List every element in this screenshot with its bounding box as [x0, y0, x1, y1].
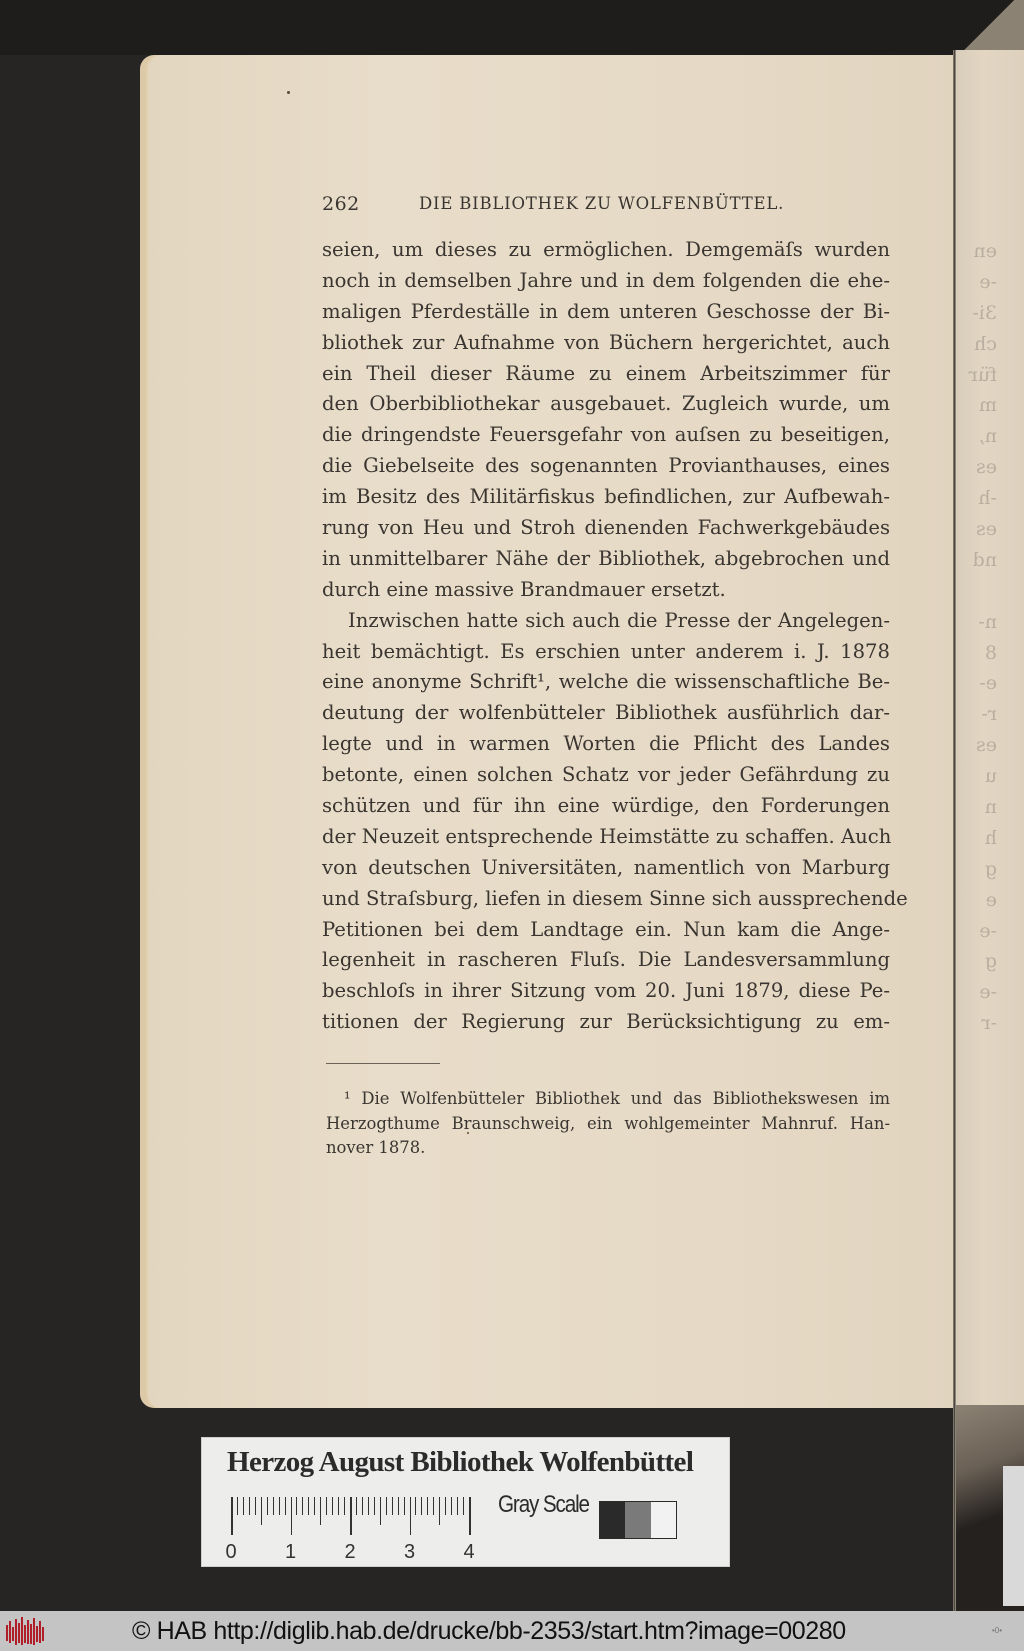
copyright-link[interactable]: © HAB http://diglib.hab.de/drucke/bb-2353/start.htm?image=00280 [132, 1617, 846, 1645]
running-head: DIE BIBLIOTHEK ZU WOLFENBÜTTEL. [419, 194, 785, 213]
bleed-through-fragment [957, 576, 997, 607]
bleed-through-fragment: e- [979, 672, 997, 695]
book-spine-gutter [953, 50, 956, 1611]
bleed-through-fragment: r- [981, 703, 997, 726]
gray-swatch [625, 1502, 650, 1538]
text-line: Petitionen bei dem Landtage ein. Nun kam die Ange- [322, 917, 890, 941]
bleed-through-fragment: -e [979, 270, 997, 293]
text-line: noch in demselben Jahre und in dem folgenden die ehe- [322, 268, 890, 292]
bleed-through-fragment: für [968, 363, 997, 386]
cm-ruler [225, 1497, 475, 1563]
bleed-through-fragment: ch [974, 332, 997, 355]
calibration-card [201, 1437, 730, 1567]
bleed-through-fragment: 3i- [972, 301, 997, 324]
ruler-tick [386, 1497, 387, 1515]
text-line: ein Theil dieser Räume zu einem Arbeitszimmer für [322, 361, 890, 385]
ruler-label: 2 [344, 1541, 356, 1563]
text-line: heit bemächtigt. Es erschien unter anderem i. J. 1878 [322, 639, 890, 663]
text-line: Inzwischen hatte sich auch die Presse der Angelegen- [348, 608, 890, 632]
text-line: beschloſs in ihrer Sitzung vom 20. Juni 1879, diese Pe- [322, 979, 890, 1003]
text-line: maligen Pferdeställe in dem unteren Geschosse der Bi- [322, 299, 890, 323]
ruler-tick [344, 1497, 345, 1515]
bleed-through-fragment: n [984, 796, 997, 819]
bleed-through-fragment: es [976, 518, 997, 541]
ruler-tick [237, 1497, 238, 1515]
facing-page-bleed-through-text [957, 236, 997, 1039]
text-line: legenheit in rascheren Fluſs. Die Landesversammlung [322, 948, 890, 972]
card-title: Herzog August Bibliothek Wolfenbüttel [227, 1446, 694, 1478]
book-page [140, 55, 953, 1408]
ruler-tick [392, 1497, 393, 1515]
footnote-line: nover 1878. [326, 1138, 426, 1157]
ruler-tick [380, 1497, 381, 1525]
bleed-through-fragment: u [984, 765, 997, 788]
text-line: titionen der Regierung zur Berücksichtigung zu em- [322, 1010, 890, 1034]
text-line: den Oberbibliothekar ausgebauet. Zugleich wurde, um [322, 392, 890, 416]
hab-logo-icon [5, 1615, 47, 1647]
bleed-through-fragment: 8 [984, 641, 997, 664]
ruler-tick [445, 1497, 446, 1515]
ruler-tick [243, 1497, 244, 1515]
text-line: in unmittelbarer Nähe der Bibliothek, abgebrochen und [322, 546, 890, 570]
ruler-tick [231, 1497, 233, 1535]
ruler-label: 1 [284, 1541, 297, 1563]
bleed-through-fragment: h [984, 826, 997, 849]
gray-scale-label: Gray Scale [498, 1491, 589, 1518]
footnotes [326, 1087, 890, 1161]
text-line: betonte, einen solchen Schatz vor jeder Gefährdung zu [322, 763, 890, 787]
bleed-through-fragment: -e [979, 981, 997, 1004]
ruler-tick [463, 1497, 464, 1515]
bleed-through-fragment: -r [981, 1012, 997, 1035]
footnote-line: Herzogthume Braunschweig, ein wohlgemeinter Mahnruf. Han- [326, 1113, 890, 1133]
text-line: von deutschen Universitäten, namentlich von Marburg [322, 855, 890, 879]
bleed-through-fragment: -e [979, 919, 997, 942]
text-line: eine anonyme Schrift¹, welche die wissenschaftliche Be- [322, 670, 890, 694]
ruler-tick [302, 1497, 303, 1515]
ruler-tick [356, 1497, 357, 1515]
ruler-tick [350, 1497, 352, 1535]
gray-swatch [651, 1502, 676, 1538]
cover-corner [950, 0, 1024, 55]
text-line: schützen und für ihn eine würdige, den Forderungen [322, 794, 890, 818]
bleed-through-fragment: -h [978, 487, 997, 510]
text-line: und Straſsburg, liefen in diesem Sinne sich aussprechende [322, 886, 908, 910]
ruler-tick [249, 1497, 250, 1515]
ruler-label: 4 [463, 1541, 475, 1563]
bleed-through-fragment: g [984, 857, 997, 880]
ruler-label: 3 [403, 1541, 416, 1563]
bleed-through-fragment: n- [978, 610, 997, 633]
bleed-through-fragment: e [985, 888, 997, 911]
paper-speck [287, 91, 290, 94]
footer-marker: •0• [992, 1626, 1003, 1635]
facing-calibration-card [1003, 1466, 1024, 1606]
bleed-through-fragment: es [976, 456, 997, 479]
ruler-tick [421, 1497, 422, 1515]
ruler-tick [457, 1497, 458, 1515]
bleed-through-fragment: g [984, 950, 997, 973]
ruler-tick [427, 1497, 428, 1515]
text-line: die Giebelseite des sogenannten Provianthauses, eines [322, 454, 890, 478]
ruler-tick [368, 1497, 369, 1515]
ruler-tick [338, 1497, 339, 1515]
ruler-tick [469, 1497, 471, 1535]
text-line: die dringendste Feuersgefahr von auſsen zu beseitigen, [322, 423, 890, 447]
ruler-tick [273, 1497, 274, 1515]
footnote-line: ¹ Die Wolfenbütteler Bibliothek und das Bibliothekswesen im [344, 1089, 890, 1108]
ruler-tick [314, 1497, 315, 1515]
ruler-tick [285, 1497, 286, 1515]
bleed-through-fragment: es [976, 734, 997, 757]
ruler-tick [332, 1497, 333, 1515]
bleed-through-fragment: n, [978, 425, 997, 448]
ruler-tick [255, 1497, 256, 1515]
book-cover-top [0, 0, 1024, 55]
ruler-tick [362, 1497, 363, 1515]
ruler-tick [308, 1497, 309, 1515]
page-number: 262 [322, 193, 360, 215]
text-line: rung von Heu und Stroh dienenden Fachwerkgebäudes [322, 516, 890, 540]
footer-bar [0, 1611, 1024, 1651]
ruler-tick [267, 1497, 268, 1515]
ruler-tick [374, 1497, 375, 1515]
ruler-tick [296, 1497, 297, 1515]
bleed-through-fragment: nd [972, 548, 997, 571]
text-line: seien, um dieses zu ermöglichen. Demgemäſs wurden [322, 238, 890, 261]
text-line: bliothek zur Aufnahme von Büchern hergerichtet, auch [322, 330, 890, 354]
ruler-tick [433, 1497, 434, 1515]
body-text [322, 235, 908, 1038]
text-line: durch eine massive Brandmauer ersetzt. [322, 577, 726, 601]
ruler-tick [415, 1497, 416, 1515]
ruler-tick [410, 1497, 412, 1535]
ruler-tick [398, 1497, 399, 1515]
ruler-tick [326, 1497, 327, 1515]
gray-scale-swatches [599, 1501, 677, 1539]
page-header [322, 193, 882, 217]
footnote-rule [326, 1063, 440, 1064]
ruler-tick [291, 1497, 293, 1535]
ruler-tick [451, 1497, 452, 1515]
ruler-tick [261, 1497, 262, 1525]
ruler-tick [404, 1497, 405, 1515]
ruler-tick [320, 1497, 321, 1525]
text-line: legte und in warmen Worten die Pflicht des Landes [322, 732, 890, 756]
ruler-tick [439, 1497, 440, 1525]
ruler-tick [279, 1497, 280, 1515]
gray-swatch [600, 1502, 625, 1538]
ruler-label: 0 [225, 1541, 237, 1563]
text-line: deutung der wolfenbütteler Bibliothek ausführlich dar- [322, 701, 890, 725]
text-line: der Neuzeit entsprechende Heimstätte zu schaffen. Auch [322, 824, 892, 848]
bleed-through-fragment: m [978, 394, 997, 417]
text-line: im Besitz des Militärfiskus befindlichen, zur Aufbewah- [322, 485, 890, 509]
bleed-through-fragment: en [973, 240, 997, 262]
